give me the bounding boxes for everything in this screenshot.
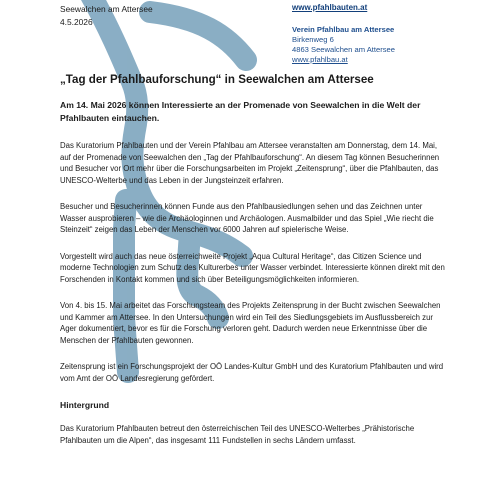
paragraph-event: Das Kuratorium Pfahlbauten und der Verein Pfahlbau am Attersee veranstalten am Donnerstag, dem 14. Mai, auf der Promenade von Seewalchen den „Tag der Pfahlbauforschung“. An diesem Tag können Besucherinnen und Besucher vor Ort mehr über die Forschungsarbeiten im Projekt „Zeitensprung“, über die Pfahlbauten, das UNESCO-Welterbe und das Leben in der Jungsteinzeit erfahren. bbox=[60, 141, 440, 185]
section-heading: Hintergrund bbox=[60, 400, 110, 410]
org-name: Verein Pfahlbau am Attersee bbox=[292, 25, 395, 34]
header-right bbox=[292, 3, 395, 65]
paragraph-funding: Zeitensprung ist ein Forschungsprojekt der OÖ Landes-Kultur GmbH und des Kuratorium Pfahlbauten und wird vom Amt der OÖ Landesregierung gefördert. bbox=[60, 362, 444, 383]
org-street: Birkenweg 6 bbox=[292, 35, 334, 44]
page-title: „Tag der Pfahlbauforschung“ in Seewalchen am Attersee bbox=[60, 73, 374, 86]
paragraph-project: Vorgestellt wird auch das neue österreichweite Projekt „Aqua Cultural Heritage“, das Citizen Science und moderne Technologien zum Schutz des Kulturerbes unter Wasser verbindet. Interessierte können direkt mit den Forschenden in Kontakt kommen und sich über Beteiligungsmöglichkeiten informieren. bbox=[60, 251, 445, 284]
paragraph-background: Das Kuratorium Pfahlbauten betreut den österreichischen Teil des UNESCO-Welterbes „Prähistorische Pfahlbauten um die Alpen“, das insgesamt 111 Fundstellen in sechs Ländern umfasst. bbox=[60, 424, 415, 445]
header-date: 4.5.2026 bbox=[60, 17, 93, 27]
article-body bbox=[60, 72, 450, 446]
paragraph-research: Von 4. bis 15. Mai arbeitet das Forschungsteam des Projekts Zeitensprung in der Bucht zwischen Seewalchen und Kammer am Attersee. In den Untersuchungen wird ein Teil des Siedlungsgebiets im Ausflussbereich zur Ager dokumentiert, bevor es für die Forschung verloren geht. Dadurch werden neue Erkenntnisse über die Menschen der Pfahlbauten gewonnen. bbox=[60, 301, 441, 345]
org-website-link[interactable]: www.pfahlbau.at bbox=[292, 55, 348, 64]
org-city: 4863 Seewalchen am Attersee bbox=[292, 45, 396, 54]
website-link[interactable]: www.pfahlbauten.at bbox=[292, 3, 368, 12]
header-left bbox=[60, 3, 153, 29]
lead-paragraph: Am 14. Mai 2026 können Interessierte an der Promenade von Seewalchen in die Welt der Pfahlbauten eintauchen. bbox=[60, 100, 421, 123]
paragraph-activities: Besucher und Besucherinnen können Funde aus den Pfahlbausiedlungen sehen und das Zeichnen unter Wasser ausprobieren – wie die Archäologinnen und Archäologen. Ausmalbilder und das Spiel „Wie riecht die Steinzeit“ zeigen das Leben der Menschen vor 6000 Jahren auf spielerische Weise. bbox=[60, 202, 434, 234]
header-place: Seewalchen am Attersee bbox=[60, 4, 153, 14]
